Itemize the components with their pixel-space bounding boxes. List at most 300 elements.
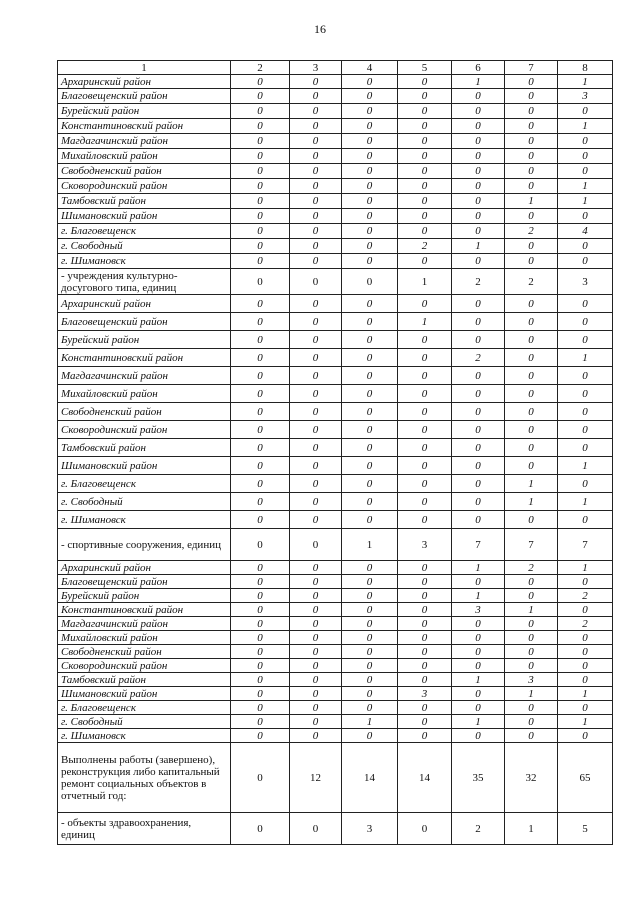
district-row: [58, 134, 613, 149]
value-cell: 0: [398, 589, 452, 603]
row-label: - спортивные сооружения, единиц: [58, 529, 231, 561]
row-label: Магдагачинский район: [58, 134, 231, 149]
value-cell: 0: [290, 701, 342, 715]
value-cell: 0: [290, 194, 342, 209]
value-cell: 0: [398, 511, 452, 529]
district-row: [58, 561, 613, 575]
value-cell: 0: [452, 687, 505, 701]
value-cell: 0: [231, 659, 290, 673]
district-row: [58, 511, 613, 529]
value-cell: 0: [505, 209, 558, 224]
value-cell: 1: [558, 179, 613, 194]
value-cell: 1: [342, 715, 398, 729]
value-cell: 1: [398, 269, 452, 295]
value-cell: 0: [398, 813, 452, 845]
value-cell: 0: [558, 239, 613, 254]
value-cell: 0: [342, 269, 398, 295]
value-cell: 0: [398, 149, 452, 164]
value-cell: 2: [558, 589, 613, 603]
district-row: [58, 119, 613, 134]
value-cell: 0: [398, 295, 452, 313]
value-cell: 0: [558, 475, 613, 493]
value-cell: 0: [505, 134, 558, 149]
value-cell: 0: [290, 729, 342, 743]
value-cell: 0: [558, 511, 613, 529]
value-cell: 5: [558, 813, 613, 845]
value-cell: 0: [452, 475, 505, 493]
value-cell: 32: [505, 743, 558, 813]
value-cell: 0: [231, 631, 290, 645]
district-row: [58, 701, 613, 715]
row-label: Архаринский район: [58, 295, 231, 313]
value-cell: 1: [505, 475, 558, 493]
value-cell: 0: [342, 701, 398, 715]
value-cell: 0: [558, 575, 613, 589]
value-cell: 0: [231, 457, 290, 475]
row-label: Тамбовский район: [58, 673, 231, 687]
value-cell: 0: [398, 729, 452, 743]
value-cell: 0: [505, 631, 558, 645]
value-cell: 1: [505, 687, 558, 701]
value-cell: 0: [558, 603, 613, 617]
value-cell: 0: [290, 313, 342, 331]
value-cell: 0: [290, 349, 342, 367]
value-cell: 0: [505, 119, 558, 134]
value-cell: 0: [342, 631, 398, 645]
value-cell: 0: [505, 421, 558, 439]
district-row: [58, 403, 613, 421]
value-cell: 0: [342, 617, 398, 631]
value-cell: 0: [231, 813, 290, 845]
value-cell: 3: [558, 269, 613, 295]
value-cell: 0: [342, 149, 398, 164]
value-cell: 1: [558, 493, 613, 511]
value-cell: 0: [231, 715, 290, 729]
value-cell: 0: [231, 194, 290, 209]
district-row: [58, 631, 613, 645]
value-cell: 0: [342, 194, 398, 209]
value-cell: 3: [558, 89, 613, 104]
value-cell: 0: [558, 104, 613, 119]
value-cell: 0: [398, 254, 452, 269]
column-header: 3: [290, 61, 342, 75]
value-cell: 0: [398, 493, 452, 511]
row-label: г. Шимановск: [58, 511, 231, 529]
value-cell: 0: [290, 119, 342, 134]
value-cell: 0: [231, 349, 290, 367]
value-cell: 0: [290, 575, 342, 589]
value-cell: 7: [505, 529, 558, 561]
value-cell: 2: [505, 561, 558, 575]
value-cell: 65: [558, 743, 613, 813]
column-header: 6: [452, 61, 505, 75]
district-row: [58, 254, 613, 269]
district-row: [58, 439, 613, 457]
category-row: [58, 529, 613, 561]
district-row: [58, 239, 613, 254]
value-cell: 0: [231, 589, 290, 603]
district-row: [58, 457, 613, 475]
value-cell: 0: [290, 385, 342, 403]
value-cell: 0: [231, 701, 290, 715]
district-row: [58, 349, 613, 367]
value-cell: 0: [558, 421, 613, 439]
value-cell: 0: [290, 457, 342, 475]
value-cell: 0: [342, 457, 398, 475]
value-cell: 0: [342, 104, 398, 119]
value-cell: 0: [398, 134, 452, 149]
value-cell: 0: [231, 645, 290, 659]
value-cell: 0: [398, 561, 452, 575]
value-cell: 1: [558, 561, 613, 575]
value-cell: 0: [398, 331, 452, 349]
value-cell: 0: [505, 179, 558, 194]
row-label: Сковородинский район: [58, 421, 231, 439]
value-cell: 0: [398, 164, 452, 179]
value-cell: 0: [398, 209, 452, 224]
district-row: [58, 179, 613, 194]
value-cell: 3: [452, 603, 505, 617]
value-cell: 0: [290, 421, 342, 439]
value-cell: 0: [398, 715, 452, 729]
value-cell: 0: [342, 673, 398, 687]
value-cell: 0: [231, 134, 290, 149]
district-row: [58, 645, 613, 659]
statistics-table: [57, 60, 613, 845]
value-cell: 0: [342, 119, 398, 134]
value-cell: 0: [452, 385, 505, 403]
value-cell: 1: [398, 313, 452, 331]
row-label: Шимановский район: [58, 457, 231, 475]
value-cell: 3: [342, 813, 398, 845]
value-cell: 0: [342, 511, 398, 529]
row-label: - учреждения культурно-досугового типа, единиц: [58, 269, 231, 295]
value-cell: 0: [290, 269, 342, 295]
value-cell: 0: [452, 701, 505, 715]
value-cell: 0: [231, 269, 290, 295]
value-cell: 0: [452, 617, 505, 631]
value-cell: 0: [452, 194, 505, 209]
value-cell: 0: [452, 179, 505, 194]
column-header: 7: [505, 61, 558, 75]
value-cell: 0: [452, 421, 505, 439]
value-cell: 1: [342, 529, 398, 561]
row-label: Выполнены работы (завершено), реконструкция либо капитальный ремонт социальных объектов в отчетный год:: [58, 743, 231, 813]
row-label: Свободненский район: [58, 164, 231, 179]
value-cell: 0: [452, 631, 505, 645]
value-cell: 0: [558, 385, 613, 403]
row-label: Магдагачинский район: [58, 617, 231, 631]
value-cell: 0: [505, 511, 558, 529]
row-label: Михайловский район: [58, 149, 231, 164]
district-row: [58, 104, 613, 119]
value-cell: 0: [505, 239, 558, 254]
district-row: [58, 589, 613, 603]
value-cell: 0: [452, 149, 505, 164]
value-cell: 0: [505, 331, 558, 349]
value-cell: 0: [452, 104, 505, 119]
page-number: 16: [314, 22, 326, 36]
district-row: [58, 715, 613, 729]
district-row: [58, 673, 613, 687]
row-label: Свободненский район: [58, 403, 231, 421]
district-row: [58, 89, 613, 104]
value-cell: 0: [505, 385, 558, 403]
row-label: г. Шимановск: [58, 254, 231, 269]
value-cell: 3: [398, 529, 452, 561]
district-row: [58, 149, 613, 164]
value-cell: 0: [231, 179, 290, 194]
value-cell: 0: [398, 119, 452, 134]
value-cell: 0: [290, 529, 342, 561]
value-cell: 0: [290, 813, 342, 845]
value-cell: 0: [452, 254, 505, 269]
value-cell: 0: [398, 701, 452, 715]
district-row: [58, 385, 613, 403]
value-cell: 0: [398, 617, 452, 631]
value-cell: 1: [452, 561, 505, 575]
value-cell: 0: [290, 164, 342, 179]
value-cell: 0: [505, 645, 558, 659]
row-label: Тамбовский район: [58, 194, 231, 209]
value-cell: 0: [342, 239, 398, 254]
value-cell: 0: [342, 349, 398, 367]
value-cell: 1: [505, 813, 558, 845]
district-row: [58, 209, 613, 224]
value-cell: 0: [398, 367, 452, 385]
value-cell: 0: [558, 209, 613, 224]
value-cell: 0: [290, 475, 342, 493]
value-cell: 0: [398, 224, 452, 239]
value-cell: 0: [398, 75, 452, 89]
value-cell: 0: [342, 403, 398, 421]
value-cell: 0: [342, 687, 398, 701]
district-row: [58, 164, 613, 179]
value-cell: 0: [452, 645, 505, 659]
value-cell: 1: [558, 715, 613, 729]
value-cell: 0: [452, 493, 505, 511]
value-cell: 0: [505, 254, 558, 269]
value-cell: 1: [558, 457, 613, 475]
value-cell: 0: [290, 104, 342, 119]
value-cell: 0: [505, 589, 558, 603]
value-cell: 0: [290, 439, 342, 457]
value-cell: 0: [558, 149, 613, 164]
value-cell: 0: [231, 313, 290, 331]
value-cell: 0: [231, 511, 290, 529]
value-cell: 0: [290, 149, 342, 164]
value-cell: 0: [505, 439, 558, 457]
value-cell: 0: [398, 179, 452, 194]
value-cell: 14: [342, 743, 398, 813]
district-row: [58, 75, 613, 89]
value-cell: 0: [290, 687, 342, 701]
row-label: г. Свободный: [58, 239, 231, 254]
value-cell: 12: [290, 743, 342, 813]
value-cell: 0: [231, 743, 290, 813]
value-cell: 1: [505, 493, 558, 511]
value-cell: 0: [290, 511, 342, 529]
value-cell: 0: [342, 589, 398, 603]
value-cell: 0: [231, 603, 290, 617]
value-cell: 0: [558, 331, 613, 349]
value-cell: 7: [452, 529, 505, 561]
value-cell: 0: [558, 439, 613, 457]
value-cell: 0: [558, 729, 613, 743]
value-cell: 0: [558, 403, 613, 421]
value-cell: 0: [558, 645, 613, 659]
value-cell: 0: [452, 659, 505, 673]
value-cell: 2: [505, 269, 558, 295]
value-cell: 0: [290, 331, 342, 349]
value-cell: 0: [342, 295, 398, 313]
value-cell: 0: [505, 575, 558, 589]
value-cell: 0: [342, 475, 398, 493]
value-cell: 0: [558, 313, 613, 331]
value-cell: 0: [290, 715, 342, 729]
value-cell: 0: [342, 575, 398, 589]
value-cell: 1: [452, 75, 505, 89]
value-cell: 3: [505, 673, 558, 687]
value-cell: 0: [398, 575, 452, 589]
row-label: Шимановский район: [58, 687, 231, 701]
row-label: Михайловский район: [58, 385, 231, 403]
value-cell: 0: [290, 589, 342, 603]
row-label: г. Благовещенск: [58, 475, 231, 493]
value-cell: 0: [231, 295, 290, 313]
row-label: Благовещенский район: [58, 89, 231, 104]
district-row: [58, 313, 613, 331]
row-label: Архаринский район: [58, 561, 231, 575]
value-cell: 0: [290, 631, 342, 645]
value-cell: 0: [398, 104, 452, 119]
value-cell: 0: [452, 89, 505, 104]
value-cell: 0: [558, 295, 613, 313]
value-cell: 0: [505, 313, 558, 331]
value-cell: 0: [231, 493, 290, 511]
column-header: 5: [398, 61, 452, 75]
district-row: [58, 224, 613, 239]
value-cell: 0: [505, 89, 558, 104]
value-cell: 0: [290, 617, 342, 631]
value-cell: 0: [398, 645, 452, 659]
value-cell: 4: [558, 224, 613, 239]
value-cell: 0: [452, 295, 505, 313]
value-cell: 0: [231, 729, 290, 743]
value-cell: 3: [398, 687, 452, 701]
value-cell: 0: [342, 224, 398, 239]
value-cell: 0: [231, 529, 290, 561]
value-cell: 0: [505, 295, 558, 313]
value-cell: 0: [398, 421, 452, 439]
value-cell: 0: [290, 75, 342, 89]
value-cell: 0: [290, 209, 342, 224]
value-cell: 1: [452, 589, 505, 603]
value-cell: 0: [505, 349, 558, 367]
value-cell: 2: [452, 349, 505, 367]
value-cell: 0: [452, 119, 505, 134]
value-cell: 0: [231, 104, 290, 119]
value-cell: 1: [452, 715, 505, 729]
value-cell: 0: [290, 493, 342, 511]
value-cell: 0: [398, 631, 452, 645]
category-row: [58, 269, 613, 295]
value-cell: 1: [452, 239, 505, 254]
value-cell: 0: [342, 729, 398, 743]
row-label: Свободненский район: [58, 645, 231, 659]
value-cell: 0: [398, 385, 452, 403]
value-cell: 0: [231, 254, 290, 269]
value-cell: 1: [558, 194, 613, 209]
value-cell: 0: [290, 645, 342, 659]
value-cell: 0: [231, 439, 290, 457]
value-cell: 0: [342, 313, 398, 331]
value-cell: 0: [505, 701, 558, 715]
value-cell: 1: [558, 75, 613, 89]
value-cell: 0: [231, 224, 290, 239]
value-cell: 0: [558, 631, 613, 645]
district-row: [58, 603, 613, 617]
value-cell: 0: [398, 457, 452, 475]
value-cell: 0: [290, 239, 342, 254]
value-cell: 0: [398, 659, 452, 673]
column-header: 1: [58, 61, 231, 75]
value-cell: 0: [231, 687, 290, 701]
value-cell: 0: [231, 421, 290, 439]
row-label: Бурейский район: [58, 589, 231, 603]
value-cell: 0: [290, 254, 342, 269]
value-cell: 0: [342, 331, 398, 349]
value-cell: 0: [342, 385, 398, 403]
value-cell: 0: [342, 493, 398, 511]
value-cell: 0: [231, 149, 290, 164]
value-cell: 0: [231, 209, 290, 224]
value-cell: 0: [342, 209, 398, 224]
value-cell: 2: [558, 617, 613, 631]
value-cell: 1: [558, 687, 613, 701]
row-label: Константиновский район: [58, 349, 231, 367]
value-cell: 0: [342, 645, 398, 659]
row-label: Константиновский район: [58, 119, 231, 134]
row-label: Бурейский район: [58, 331, 231, 349]
district-row: [58, 493, 613, 511]
value-cell: 0: [342, 561, 398, 575]
value-cell: 2: [452, 813, 505, 845]
row-label: г. Свободный: [58, 493, 231, 511]
value-cell: 0: [342, 89, 398, 104]
value-cell: 0: [231, 331, 290, 349]
value-cell: 0: [398, 603, 452, 617]
value-cell: 0: [342, 254, 398, 269]
column-header: 8: [558, 61, 613, 75]
value-cell: 0: [231, 239, 290, 254]
value-cell: 0: [398, 475, 452, 493]
district-row: [58, 295, 613, 313]
value-cell: 1: [558, 119, 613, 134]
value-cell: 0: [231, 119, 290, 134]
value-cell: 0: [342, 134, 398, 149]
value-cell: 0: [558, 701, 613, 715]
value-cell: 0: [452, 403, 505, 421]
row-label: Шимановский район: [58, 209, 231, 224]
value-cell: 0: [290, 179, 342, 194]
value-cell: 0: [505, 659, 558, 673]
value-cell: 0: [452, 439, 505, 457]
value-cell: 0: [290, 134, 342, 149]
value-cell: 0: [505, 403, 558, 421]
value-cell: 0: [290, 295, 342, 313]
value-cell: 0: [290, 673, 342, 687]
